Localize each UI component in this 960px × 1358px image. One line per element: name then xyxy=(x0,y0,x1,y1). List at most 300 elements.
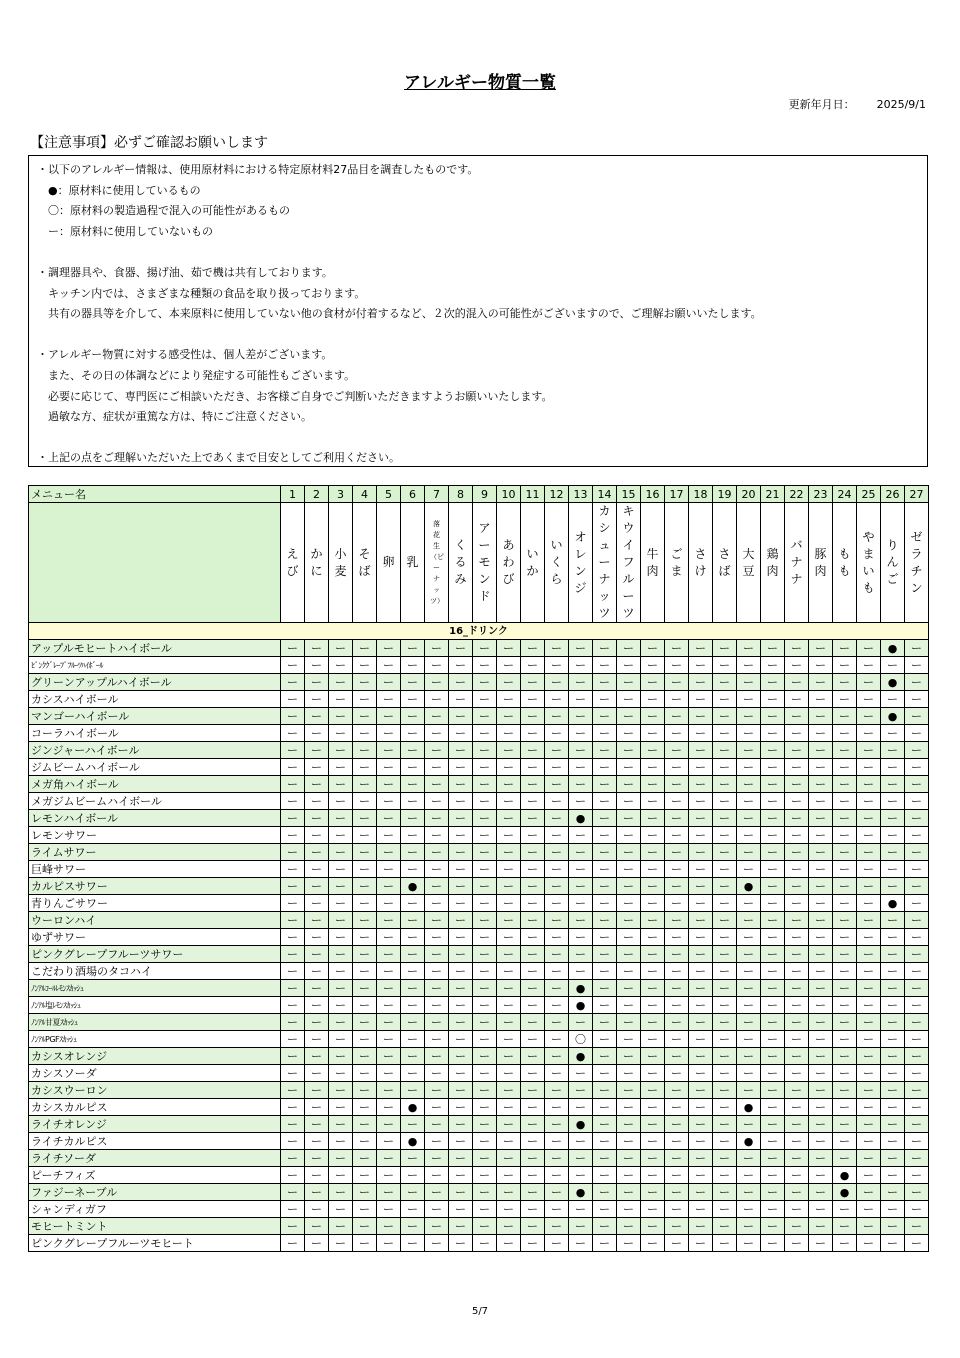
allergen-none: ー xyxy=(761,827,785,844)
allergen-none: ー xyxy=(473,861,497,878)
allergen-none: ー xyxy=(569,844,593,861)
allergen-none: ー xyxy=(497,810,521,827)
allergen-none: ー xyxy=(377,1099,401,1116)
allergen-none: ー xyxy=(401,725,425,742)
allergen-none: ー xyxy=(401,759,425,776)
allergen-none: ー xyxy=(905,929,929,946)
allergen-name: 牛肉 xyxy=(646,546,659,578)
allergen-none: ー xyxy=(833,912,857,929)
table-row xyxy=(29,725,929,742)
allergen-none: ー xyxy=(905,810,929,827)
allergen-none: ー xyxy=(905,640,929,657)
allergen-none: ー xyxy=(545,674,569,691)
allergen-none: ー xyxy=(689,895,713,912)
allergen-none: ー xyxy=(377,1167,401,1184)
allergen-none: ー xyxy=(641,929,665,946)
allergen-none: ー xyxy=(809,1235,833,1252)
allergen-none: ー xyxy=(737,1235,761,1252)
allergen-name: あわび xyxy=(502,538,515,586)
allergen-none: ー xyxy=(497,1099,521,1116)
allergen-none: ー xyxy=(833,861,857,878)
allergen-none: ー xyxy=(761,793,785,810)
allergen-none: ー xyxy=(569,1150,593,1167)
allergen-none: ー xyxy=(521,1065,545,1082)
allergen-none: ー xyxy=(761,1133,785,1150)
allergen-none: ー xyxy=(593,1065,617,1082)
allergen-none: ー xyxy=(737,1065,761,1082)
allergen-none: ー xyxy=(905,1167,929,1184)
allergen-none: ー xyxy=(713,1065,737,1082)
allergen-none: ー xyxy=(425,1065,449,1082)
allergen-none: ー xyxy=(281,1201,305,1218)
allergen-none: ー xyxy=(857,980,881,997)
allergen-none: ー xyxy=(785,1218,809,1235)
allergen-number: 6 xyxy=(401,486,425,503)
allergen-none: ー xyxy=(785,963,809,980)
allergen-none: ー xyxy=(353,827,377,844)
menu-name: ﾉﾝｱﾙ甘夏ｽｶｯｼｭ xyxy=(29,1014,281,1031)
allergen-none: ー xyxy=(377,1150,401,1167)
allergen-none: ー xyxy=(497,878,521,895)
allergen-none: ー xyxy=(497,827,521,844)
allergen-none: ー xyxy=(425,793,449,810)
allergen-none: ー xyxy=(785,895,809,912)
allergen-none: ー xyxy=(281,895,305,912)
allergen-none: ー xyxy=(881,1167,905,1184)
allergen-none: ー xyxy=(521,1082,545,1099)
allergen-name-cell xyxy=(785,503,809,623)
allergen-none: ー xyxy=(425,1048,449,1065)
allergen-none: ー xyxy=(545,725,569,742)
allergen-none: ー xyxy=(881,929,905,946)
allergen-none: ー xyxy=(281,674,305,691)
allergen-none: ー xyxy=(593,929,617,946)
allergen-none: ー xyxy=(281,725,305,742)
allergen-none: ー xyxy=(809,708,833,725)
allergen-none: ー xyxy=(713,759,737,776)
allergen-none: ー xyxy=(905,674,929,691)
allergen-none: ー xyxy=(713,1048,737,1065)
allergen-none: ー xyxy=(689,1031,713,1048)
allergen-none: ー xyxy=(473,946,497,963)
allergen-none: ー xyxy=(401,1150,425,1167)
allergen-none: ー xyxy=(761,1065,785,1082)
allergen-none: ー xyxy=(521,725,545,742)
allergen-none: ー xyxy=(377,1235,401,1252)
allergen-none: ー xyxy=(449,878,473,895)
allergen-name: いくら xyxy=(550,538,563,586)
table-row xyxy=(29,759,929,776)
allergen-none: ー xyxy=(569,1099,593,1116)
allergen-number: 17 xyxy=(665,486,689,503)
allergen-none: ー xyxy=(905,742,929,759)
allergen-none: ー xyxy=(377,810,401,827)
allergen-none: ー xyxy=(593,640,617,657)
table-row xyxy=(29,810,929,827)
allergen-name: カシューナッツ xyxy=(598,504,611,620)
allergen-name-cell xyxy=(737,503,761,623)
allergen-none: ー xyxy=(305,1235,329,1252)
allergen-none: ー xyxy=(353,929,377,946)
table-row xyxy=(29,657,929,674)
allergen-none: ー xyxy=(401,1065,425,1082)
allergen-none: ー xyxy=(497,657,521,674)
allergen-none: ー xyxy=(497,708,521,725)
allergen-none: ー xyxy=(377,1082,401,1099)
allergen-none: ー xyxy=(881,759,905,776)
allergen-none: ー xyxy=(833,997,857,1014)
allergen-none: ー xyxy=(713,980,737,997)
allergen-none: ー xyxy=(377,776,401,793)
allergen-none: ー xyxy=(593,1014,617,1031)
allergen-none: ー xyxy=(473,1099,497,1116)
allergen-none: ー xyxy=(353,963,377,980)
allergen-none: ー xyxy=(665,844,689,861)
page-number: 5/7 xyxy=(471,1306,489,1317)
allergen-none: ー xyxy=(473,844,497,861)
allergen-none: ー xyxy=(761,1014,785,1031)
allergen-none: ー xyxy=(329,640,353,657)
allergen-none: ー xyxy=(353,1184,377,1201)
allergen-none: ー xyxy=(617,640,641,657)
allergen-none: ー xyxy=(329,946,353,963)
allergen-none: ー xyxy=(377,861,401,878)
menu-name: カルピスサワー xyxy=(29,878,281,895)
allergen-none: ー xyxy=(473,742,497,759)
allergen-none: ー xyxy=(833,640,857,657)
allergen-none: ー xyxy=(521,1235,545,1252)
allergen-none: ー xyxy=(785,759,809,776)
notice-line: キッチン内では、さまざまな種類の食品を取り扱っております。 xyxy=(37,286,366,300)
allergen-none: ー xyxy=(497,776,521,793)
allergen-none: ー xyxy=(641,1116,665,1133)
allergen-none: ー xyxy=(857,861,881,878)
allergen-none: ー xyxy=(617,1048,641,1065)
allergen-none: ー xyxy=(737,844,761,861)
allergen-none: ー xyxy=(449,1201,473,1218)
allergen-none: ー xyxy=(449,963,473,980)
allergen-none: ー xyxy=(545,997,569,1014)
allergen-none: ー xyxy=(617,1218,641,1235)
allergen-none: ー xyxy=(353,861,377,878)
menu-name: ライチソーダ xyxy=(29,1150,281,1167)
allergen-none: ー xyxy=(857,912,881,929)
allergen-number: 2 xyxy=(305,486,329,503)
allergen-number: 10 xyxy=(497,486,521,503)
allergen-none: ー xyxy=(857,1133,881,1150)
allergen-none: ー xyxy=(833,1014,857,1031)
allergen-none: ー xyxy=(737,1167,761,1184)
allergen-none: ー xyxy=(833,1031,857,1048)
allergen-none: ー xyxy=(545,827,569,844)
allergen-none: ー xyxy=(401,810,425,827)
allergen-none: ー xyxy=(425,861,449,878)
allergen-name: 大豆 xyxy=(742,546,755,578)
allergen-none: ー xyxy=(713,1116,737,1133)
allergen-mark: ● xyxy=(401,878,425,895)
allergen-none: ー xyxy=(809,674,833,691)
allergen-none: ー xyxy=(713,844,737,861)
page-title: アレルギー物質一覧 xyxy=(404,73,556,93)
allergen-none: ー xyxy=(665,929,689,946)
allergen-none: ー xyxy=(353,691,377,708)
allergen-none: ー xyxy=(449,980,473,997)
table-row xyxy=(29,674,929,691)
allergen-none: ー xyxy=(473,929,497,946)
allergen-none: ー xyxy=(521,759,545,776)
allergen-none: ー xyxy=(305,1116,329,1133)
allergen-none: ー xyxy=(809,1116,833,1133)
allergen-none: ー xyxy=(449,657,473,674)
allergen-mark: ● xyxy=(569,1184,593,1201)
allergen-none: ー xyxy=(425,980,449,997)
allergen-none: ー xyxy=(689,1065,713,1082)
allergen-none: ー xyxy=(737,1218,761,1235)
allergen-none: ー xyxy=(617,878,641,895)
allergen-none: ー xyxy=(449,997,473,1014)
allergen-none: ー xyxy=(281,1235,305,1252)
allergen-none: ー xyxy=(401,929,425,946)
allergen-none: ー xyxy=(689,674,713,691)
allergen-none: ー xyxy=(761,708,785,725)
allergen-none: ー xyxy=(401,912,425,929)
allergen-none: ー xyxy=(761,861,785,878)
allergen-name: もも xyxy=(838,546,851,578)
allergen-mark: ● xyxy=(569,997,593,1014)
allergen-none: ー xyxy=(353,742,377,759)
allergen-none: ー xyxy=(593,912,617,929)
table-row xyxy=(29,1116,929,1133)
allergen-none: ー xyxy=(401,657,425,674)
allergen-none: ー xyxy=(593,1082,617,1099)
allergen-none: ー xyxy=(569,895,593,912)
allergen-none: ー xyxy=(905,1082,929,1099)
allergen-none: ー xyxy=(857,657,881,674)
allergen-none: ー xyxy=(905,657,929,674)
allergen-none: ー xyxy=(785,1048,809,1065)
allergen-none: ー xyxy=(473,657,497,674)
allergen-none: ー xyxy=(593,657,617,674)
allergen-none: ー xyxy=(593,827,617,844)
allergen-none: ー xyxy=(737,1150,761,1167)
allergen-none: ー xyxy=(785,657,809,674)
allergen-none: ー xyxy=(569,1167,593,1184)
allergen-none: ー xyxy=(785,844,809,861)
allergen-none: ー xyxy=(689,1184,713,1201)
notice-line xyxy=(37,242,919,263)
allergen-none: ー xyxy=(881,1150,905,1167)
allergen-none: ー xyxy=(713,861,737,878)
menu-name: 巨峰サワー xyxy=(29,861,281,878)
allergen-none: ー xyxy=(641,1218,665,1235)
allergen-none: ー xyxy=(713,912,737,929)
allergen-none: ー xyxy=(353,1150,377,1167)
allergen-none: ー xyxy=(641,1184,665,1201)
allergen-none: ー xyxy=(569,793,593,810)
allergen-none: ー xyxy=(353,1235,377,1252)
allergen-none: ー xyxy=(425,1184,449,1201)
allergen-none: ー xyxy=(545,759,569,776)
allergen-name-cell xyxy=(713,503,737,623)
allergen-none: ー xyxy=(665,1099,689,1116)
allergen-none: ー xyxy=(785,1235,809,1252)
allergen-none: ー xyxy=(761,742,785,759)
allergen-none: ー xyxy=(593,980,617,997)
allergen-none: ー xyxy=(305,793,329,810)
table-row xyxy=(29,1099,929,1116)
allergen-none: ー xyxy=(785,912,809,929)
allergen-none: ー xyxy=(713,1082,737,1099)
allergen-none: ー xyxy=(713,742,737,759)
allergen-none: ー xyxy=(737,1082,761,1099)
allergen-none: ー xyxy=(665,912,689,929)
allergen-none: ー xyxy=(665,997,689,1014)
allergen-none: ー xyxy=(521,878,545,895)
allergen-none: ー xyxy=(329,776,353,793)
allergen-name-cell xyxy=(497,503,521,623)
allergen-none: ー xyxy=(737,861,761,878)
table-row xyxy=(29,793,929,810)
allergen-none: ー xyxy=(545,878,569,895)
menu-name: ピンクグレープフルーツモヒート xyxy=(29,1235,281,1252)
allergen-none: ー xyxy=(473,708,497,725)
allergen-none: ー xyxy=(401,980,425,997)
allergen-none: ー xyxy=(425,997,449,1014)
allergen-none: ー xyxy=(473,1014,497,1031)
allergen-none: ー xyxy=(689,861,713,878)
menu-name: カシスハイボール xyxy=(29,691,281,708)
notice-line: ●：原材料に使用しているもの xyxy=(37,183,201,197)
updated-date xyxy=(789,96,926,112)
allergen-none: ー xyxy=(497,1048,521,1065)
notice-line: ー：原材料に使用していないもの xyxy=(37,224,213,238)
allergen-none: ー xyxy=(665,793,689,810)
allergen-none: ー xyxy=(665,776,689,793)
updated-value: 2025/9/1 xyxy=(876,98,926,111)
allergen-none: ー xyxy=(905,1099,929,1116)
allergen-none: ー xyxy=(785,980,809,997)
allergen-none: ー xyxy=(521,1167,545,1184)
allergen-none: ー xyxy=(401,1218,425,1235)
table-row xyxy=(29,1065,929,1082)
header-row xyxy=(29,486,929,503)
allergen-none: ー xyxy=(353,1167,377,1184)
allergen-none: ー xyxy=(545,742,569,759)
table-row xyxy=(29,742,929,759)
allergen-none: ー xyxy=(425,827,449,844)
allergen-none: ー xyxy=(665,657,689,674)
table-row xyxy=(29,708,929,725)
allergen-number: 5 xyxy=(377,486,401,503)
allergen-none: ー xyxy=(665,1014,689,1031)
allergen-mark: ● xyxy=(569,1048,593,1065)
allergen-none: ー xyxy=(353,1065,377,1082)
allergen-none: ー xyxy=(497,1133,521,1150)
notice-line xyxy=(37,325,919,346)
allergen-none: ー xyxy=(305,1082,329,1099)
notice-line: 〇：原材料の製造過程で混入の可能性があるもの xyxy=(37,204,290,218)
allergen-none: ー xyxy=(857,708,881,725)
allergen-none: ー xyxy=(905,997,929,1014)
allergen-number: 1 xyxy=(281,486,305,503)
allergen-none: ー xyxy=(281,1218,305,1235)
allergen-name-cell xyxy=(905,503,929,623)
allergen-none: ー xyxy=(785,1014,809,1031)
allergen-none: ー xyxy=(785,1065,809,1082)
allergen-none: ー xyxy=(737,1014,761,1031)
allergen-none: ー xyxy=(329,963,353,980)
allergen-none: ー xyxy=(401,776,425,793)
allergen-none: ー xyxy=(473,997,497,1014)
allergen-name: そば xyxy=(358,546,371,578)
allergen-none: ー xyxy=(545,895,569,912)
allergen-number: 16 xyxy=(641,486,665,503)
allergen-none: ー xyxy=(857,1048,881,1065)
allergen-none: ー xyxy=(593,725,617,742)
allergen-none: ー xyxy=(689,759,713,776)
allergen-mark: ● xyxy=(569,810,593,827)
allergen-none: ー xyxy=(497,640,521,657)
allergen-none: ー xyxy=(737,827,761,844)
allergen-none: ー xyxy=(329,997,353,1014)
allergen-none: ー xyxy=(377,929,401,946)
allergen-none: ー xyxy=(881,1082,905,1099)
allergen-none: ー xyxy=(761,1167,785,1184)
allergen-none: ー xyxy=(641,674,665,691)
allergen-none: ー xyxy=(833,1150,857,1167)
allergen-none: ー xyxy=(761,1218,785,1235)
allergen-none: ー xyxy=(305,1201,329,1218)
allergen-number: 4 xyxy=(353,486,377,503)
allergen-none: ー xyxy=(785,742,809,759)
allergen-number: 8 xyxy=(449,486,473,503)
allergen-none: ー xyxy=(857,844,881,861)
allergen-none: ー xyxy=(641,946,665,963)
allergen-none: ー xyxy=(377,657,401,674)
notice-box xyxy=(28,155,928,467)
allergen-none: ー xyxy=(521,929,545,946)
allergen-none: ー xyxy=(857,1201,881,1218)
allergen-none: ー xyxy=(473,1201,497,1218)
allergen-none: ー xyxy=(425,1167,449,1184)
allergen-none: ー xyxy=(833,1082,857,1099)
allergen-mark: ● xyxy=(881,708,905,725)
allergen-none: ー xyxy=(521,963,545,980)
allergen-none: ー xyxy=(905,1218,929,1235)
allergen-names-row xyxy=(29,503,929,623)
allergen-none: ー xyxy=(833,1065,857,1082)
allergen-none: ー xyxy=(881,1133,905,1150)
allergen-none: ー xyxy=(281,1082,305,1099)
allergen-none: ー xyxy=(689,912,713,929)
allergen-none: ー xyxy=(833,657,857,674)
notice-line: ・調理器具や、食器、揚げ油、茹で機は共有しております。 xyxy=(37,265,333,279)
allergen-none: ー xyxy=(449,929,473,946)
allergen-mark: ● xyxy=(737,1133,761,1150)
allergen-none: ー xyxy=(377,827,401,844)
allergen-none: ー xyxy=(809,742,833,759)
allergen-none: ー xyxy=(785,997,809,1014)
allergen-none: ー xyxy=(305,674,329,691)
allergen-none: ー xyxy=(833,793,857,810)
allergen-none: ー xyxy=(425,1031,449,1048)
allergen-none: ー xyxy=(449,861,473,878)
allergen-mark: ● xyxy=(569,980,593,997)
allergen-none: ー xyxy=(521,708,545,725)
allergen-none: ー xyxy=(809,1099,833,1116)
allergen-name: 鶏肉 xyxy=(766,546,779,578)
allergen-none: ー xyxy=(737,640,761,657)
